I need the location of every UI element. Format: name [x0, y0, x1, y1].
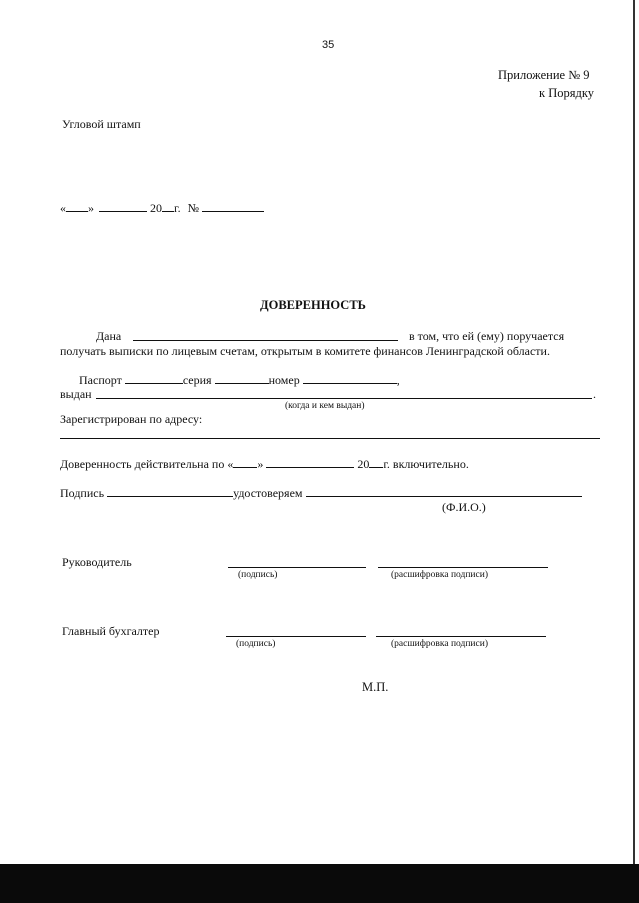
page-number: 35 — [322, 39, 335, 51]
given-label: Дана — [96, 329, 122, 343]
day-blank — [66, 201, 88, 212]
document-title: ДОВЕРЕННОСТЬ — [260, 298, 366, 312]
head-signature-blank — [228, 567, 366, 568]
page-border — [633, 0, 635, 870]
passport-label: Паспорт — [79, 373, 122, 387]
number-blank — [202, 201, 264, 212]
address-blank — [60, 438, 600, 439]
head-decode-blank — [378, 567, 548, 568]
validity-day-blank — [233, 457, 257, 468]
passport-line — [79, 373, 400, 387]
issued-label: выдан — [60, 387, 92, 401]
registered-label: Зарегистрирован по адресу: — [60, 412, 203, 426]
number-label: номер — [268, 373, 300, 387]
given-purpose: получать выписки по лицевым счетам, открытым в комитете финансов Ленинградской области. — [60, 344, 550, 358]
date-quote-open: « — [60, 201, 66, 215]
appendix-line-2: к Порядку — [539, 86, 594, 100]
validity-line — [60, 457, 469, 471]
signature-line — [60, 486, 582, 500]
signature-label: Подпись — [60, 486, 105, 500]
validity-year-prefix: 20 — [357, 457, 370, 471]
series-label: серия — [182, 373, 212, 387]
validity-year-blank — [369, 457, 383, 468]
fio-caption: (Ф.И.О.) — [442, 500, 486, 514]
fio-blank — [306, 486, 582, 497]
accountant-signature-blank — [226, 636, 366, 637]
head-label: Руководитель — [62, 555, 132, 569]
series-blank — [215, 373, 269, 384]
accountant-decode-caption: (расшифровка подписи) — [391, 639, 488, 649]
scan-bottom-bar — [0, 864, 639, 903]
validity-suffix: г. включительно. — [383, 457, 469, 471]
chief-accountant-label: Главный бухгалтер — [62, 624, 160, 638]
passport-blank — [125, 373, 183, 384]
validity-prefix: Доверенность действительна по « — [60, 457, 234, 471]
head-decode-caption: (расшифровка подписи) — [391, 570, 488, 580]
certify-label: удостоверяем — [233, 486, 303, 500]
accountant-decode-blank — [376, 636, 546, 637]
number-sign: № — [187, 201, 200, 215]
month-blank — [99, 201, 147, 212]
appendix-line-1: Приложение № 9 — [498, 68, 590, 82]
validity-quote-close: » — [257, 457, 264, 471]
validity-month-blank — [266, 457, 354, 468]
given-name-blank — [133, 340, 398, 341]
date-number-line — [60, 201, 264, 215]
year-suffix: г. — [174, 201, 181, 215]
date-quote-close: » — [88, 201, 94, 215]
head-sign-caption: (подпись) — [238, 570, 278, 580]
number-value-blank — [303, 373, 397, 384]
corner-stamp-label: Угловой штамп — [62, 117, 141, 131]
given-tail: в том, что ей (ему) поручается — [409, 329, 565, 343]
signature-blank — [107, 486, 233, 497]
issued-period: . — [593, 387, 596, 401]
issued-caption: (когда и кем выдан) — [285, 401, 365, 411]
accountant-sign-caption: (подпись) — [236, 639, 276, 649]
seal-place: М.П. — [362, 680, 389, 694]
year-prefix: 20 — [150, 201, 162, 215]
year-blank — [162, 201, 174, 212]
issued-blank — [96, 398, 592, 399]
passport-comma: , — [396, 373, 400, 387]
